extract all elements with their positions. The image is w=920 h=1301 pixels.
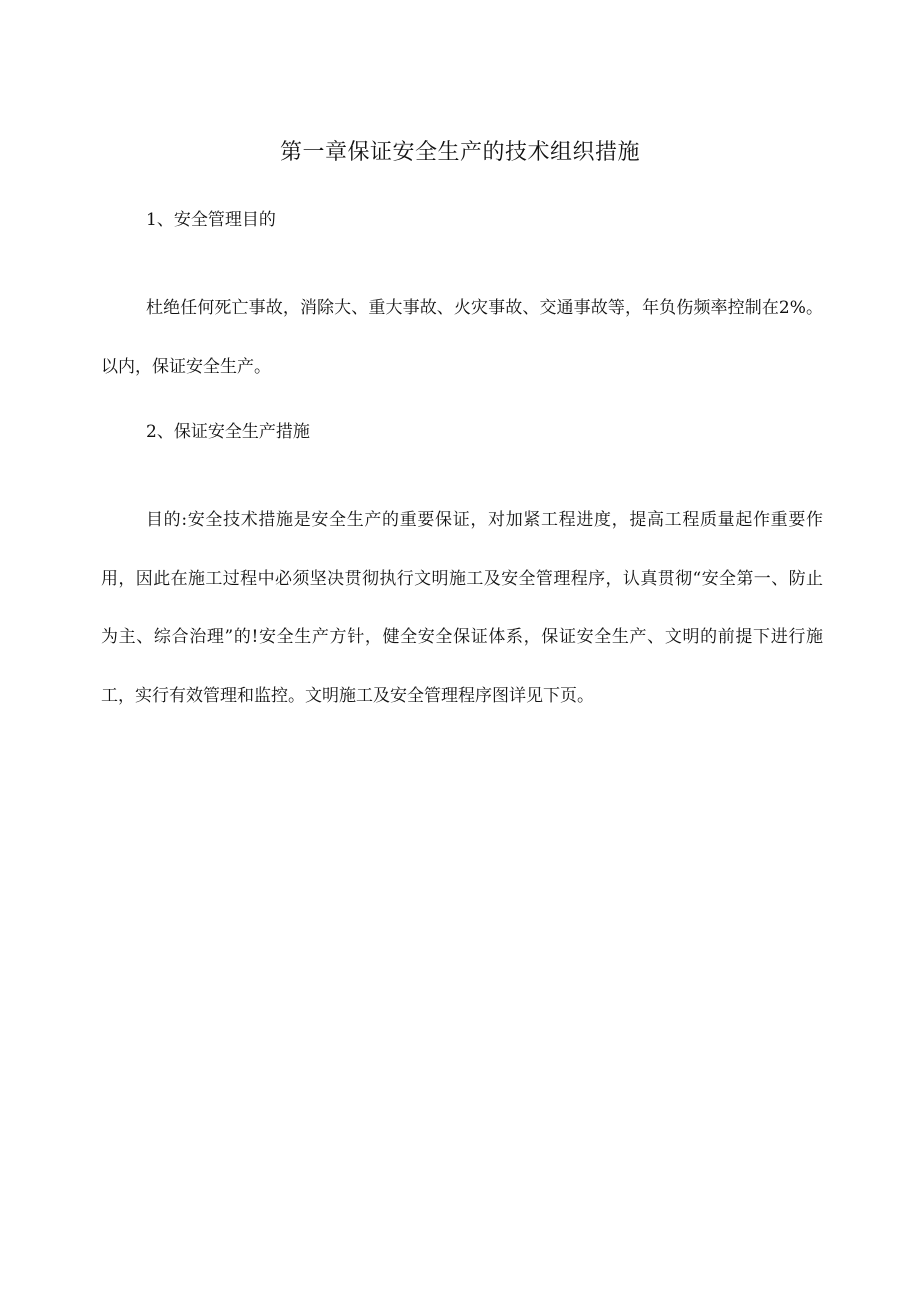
page-title: 第一章保证安全生产的技术组织措施 bbox=[279, 140, 640, 165]
section-paragraph-1: 杜绝任何死亡事故，消除大、重大事故、火灾事故、交通事故等，年负伤频率控制在2%。以内，保证安全生产。 bbox=[101, 298, 823, 377]
section-heading-2: 2、保证安全生产措施 bbox=[146, 422, 310, 442]
section-paragraph-2: 目的:安全技术措施是安全生产的重要保证，对加紧工程进度，提高工程质量起作重要作用，因此在施工过程中必须坚决贯彻执行文明施工及安全管理程序，认真贯彻“安全第一、防止为主、综合治理”的!安全生产方针，健全安全保证体系，保证安全生产、文明的前提下进行施工，实行有效管理和监控。文明施工及安全管理程序图详见下页。 bbox=[101, 510, 823, 706]
section-heading-1: 1、安全管理目的 bbox=[146, 210, 276, 230]
